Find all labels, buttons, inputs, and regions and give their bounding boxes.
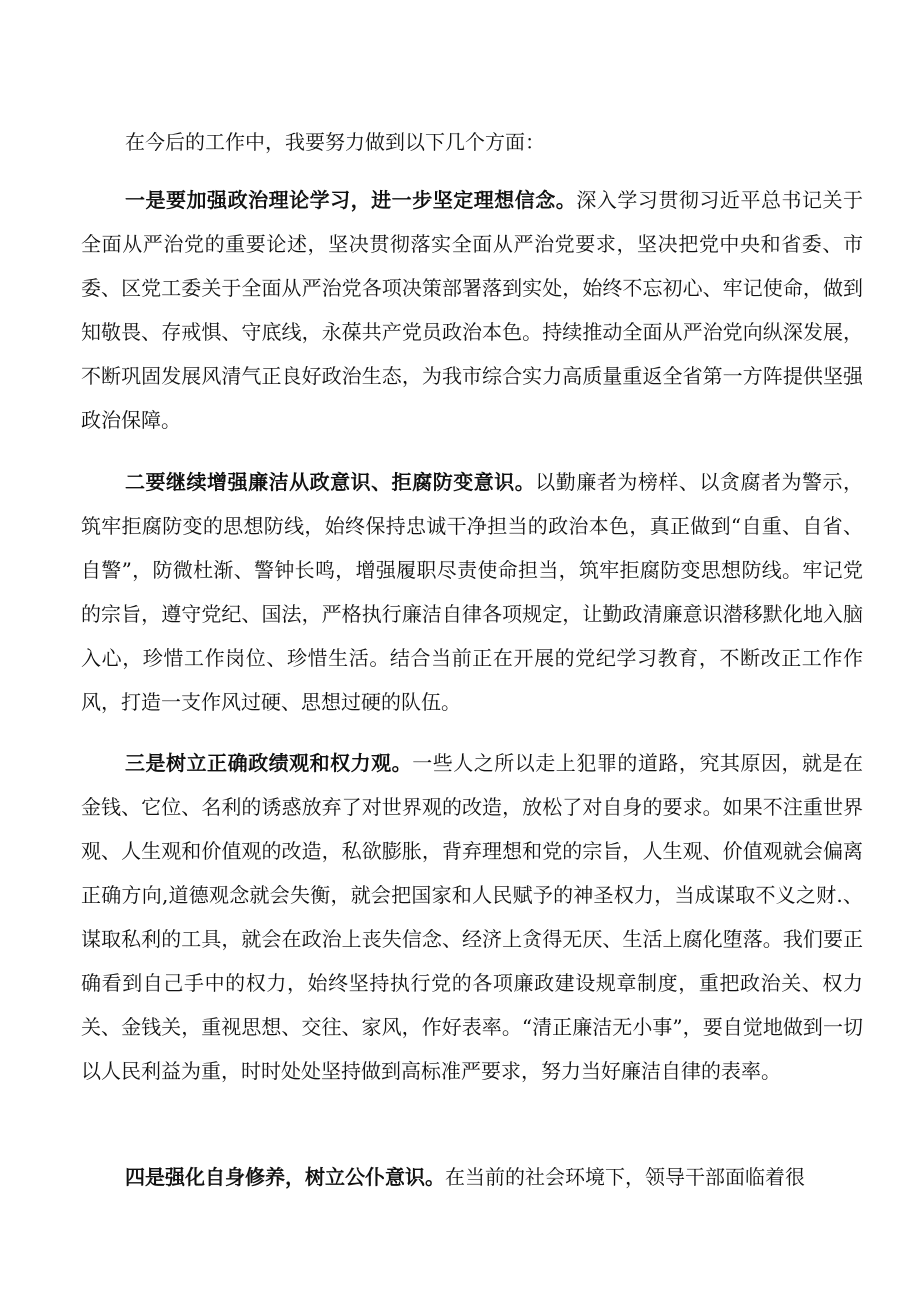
section-heading-3: 三是树立正确政绩观和权力观。 xyxy=(125,751,413,775)
intro-text: 在今后的工作中，我要努力做到以下几个方面： xyxy=(125,130,545,154)
section-heading-4: 四是强化自身修养，树立公仆意识。 xyxy=(125,1165,445,1189)
section-paragraph-1 xyxy=(81,178,863,442)
intro-paragraph xyxy=(81,120,863,164)
section-paragraph-4 xyxy=(81,1155,863,1199)
section-paragraph-3 xyxy=(81,741,863,1093)
section-body-4: 在当前的社会环境下，领导干部面临着很 xyxy=(445,1165,805,1189)
section-body-1: 深入学习贯彻习近平总书记关于全面从严治党的重要论述，坚决贯彻落实全面从严治党要求，坚决把党中央和省委、市委、区党工委关于全面从严治党各项决策部署落到实处，始终不忘初心、牢记使命，做到知敬畏、存戒惧、守底线，永葆共产党员政治本色。持续推动全面从严治党向纵深发展，不断巩固发展风清气正良好政治生态，为我市综合实力高质量重返全省第一方阵提供坚强政治保障。 xyxy=(81,188,864,432)
section-heading-2: 二要继续增强廉洁从政意识、拒腐防变意识。 xyxy=(125,470,536,494)
section-body-3: 一些人之所以走上犯罪的道路，究其原因，就是在金钱、它位、名利的诱惑放弃了对世界观的改造，放松了对自身的要求。如果不注重世界观、人生观和价值观的改造，私欲膨胀，背弃理想和党的宗旨，人生观、价值观就会偏离正确方向,道德观念就会失衡，就会把国家和人民赋予的神圣权力，当成谋取不义之财.、谋取私利的工具，就会在政治上丧失信念、经济上贪得无厌、生活上腐化堕落。我们要正确看到自己手中的权力，始终坚持执行党的各项廉政建设规章制度，重把政治关、权力关、金钱关，重视思想、交往、家风，作好表率。“清正廉洁无小事”，要自觉地做到一切以人民利益为重，时时处处坚持做到高标准严要求，努力当好廉洁自律的表率。 xyxy=(81,751,864,1083)
section-body-2: 以勤廉者为榜样、以贪腐者为警示，筑牢拒腐防变的思想防线，始终保持忠诚干净担当的政治本色，真正做到“自重、自省、自警”，防微杜渐、警钟长鸣，增强履职尽责使命担当，筑牢拒腐防变思想防线。牢记党的宗旨，遵守党纪、国法，严格执行廉洁自律各项规定，让勤政清廉意识潜移默化地入脑入心，珍惜工作岗位、珍惜生活。结合当前正在开展的党纪学习教育，不断改正工作作风，打造一支作风过硬、思想过硬的队伍。 xyxy=(81,470,864,714)
section-paragraph-2 xyxy=(81,460,863,724)
section-heading-1: 一是要加强政治理论学习，进一步坚定理想信念。 xyxy=(125,188,577,212)
